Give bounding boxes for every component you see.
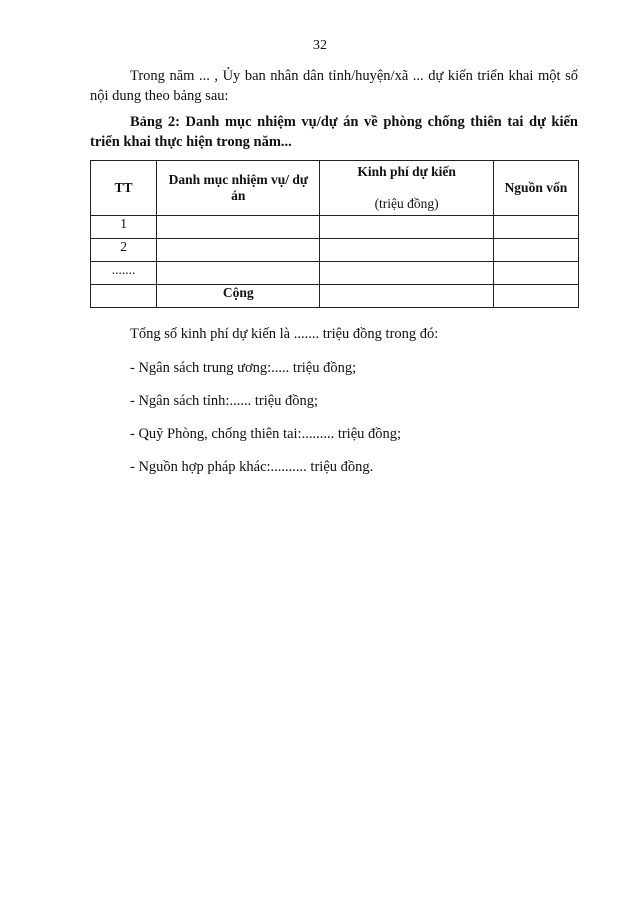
page-number: 32 [313,38,327,53]
summary-item: - Nguồn hợp pháp khác:.......... triệu đồng. [130,459,374,475]
table-row [91,239,579,262]
header-cost-label: Kinh phí dự kiến [357,164,456,179]
summary-item: - Quỹ Phòng, chống thiên tai:......... triệu đồng; [130,426,402,442]
header-estimated-cost [320,161,493,216]
table-row [91,262,579,285]
summary-item: - Ngân sách tỉnh:...... triệu đồng; [130,393,319,409]
row-task-cell [157,239,320,262]
summary-total: Tổng số kinh phí dự kiến là ....... triệu đồng trong đó: [130,326,439,342]
row-tt: 1 [91,216,157,239]
row-task-cell [157,216,320,239]
row-cost-cell [320,239,493,262]
row-task-cell [157,262,320,285]
header-task-name: Danh mục nhiệm vụ/ dự án [157,161,320,216]
row-cost-cell [320,216,493,239]
total-cost-cell [320,285,493,308]
row-cost-cell [320,262,493,285]
table-caption: Bảng 2: Danh mục nhiệm vụ/dự án về phòng chống thiên tai dự kiến triển khai thực hiện trong năm... [90,114,578,150]
budget-table [90,160,579,308]
intro-paragraph: Trong năm ... , Ủy ban nhân dân tỉnh/huyện/xã ... dự kiến triển khai một số nội dung theo bảng sau: [90,68,578,104]
total-source-cell [493,285,578,308]
table-total-row [91,285,579,308]
total-tt-cell [91,285,157,308]
row-source-cell [493,262,578,285]
row-tt: ....... [91,262,157,285]
header-funding-source: Nguồn vốn [493,161,578,216]
table-row [91,216,579,239]
header-tt: TT [91,161,157,216]
table-header-row [91,161,579,216]
total-label: Cộng [157,285,320,308]
header-cost-unit: (triệu đồng) [374,196,439,211]
row-tt: 2 [91,239,157,262]
row-source-cell [493,216,578,239]
summary-item: - Ngân sách trung ương:..... triệu đồng; [130,360,357,376]
row-source-cell [493,239,578,262]
